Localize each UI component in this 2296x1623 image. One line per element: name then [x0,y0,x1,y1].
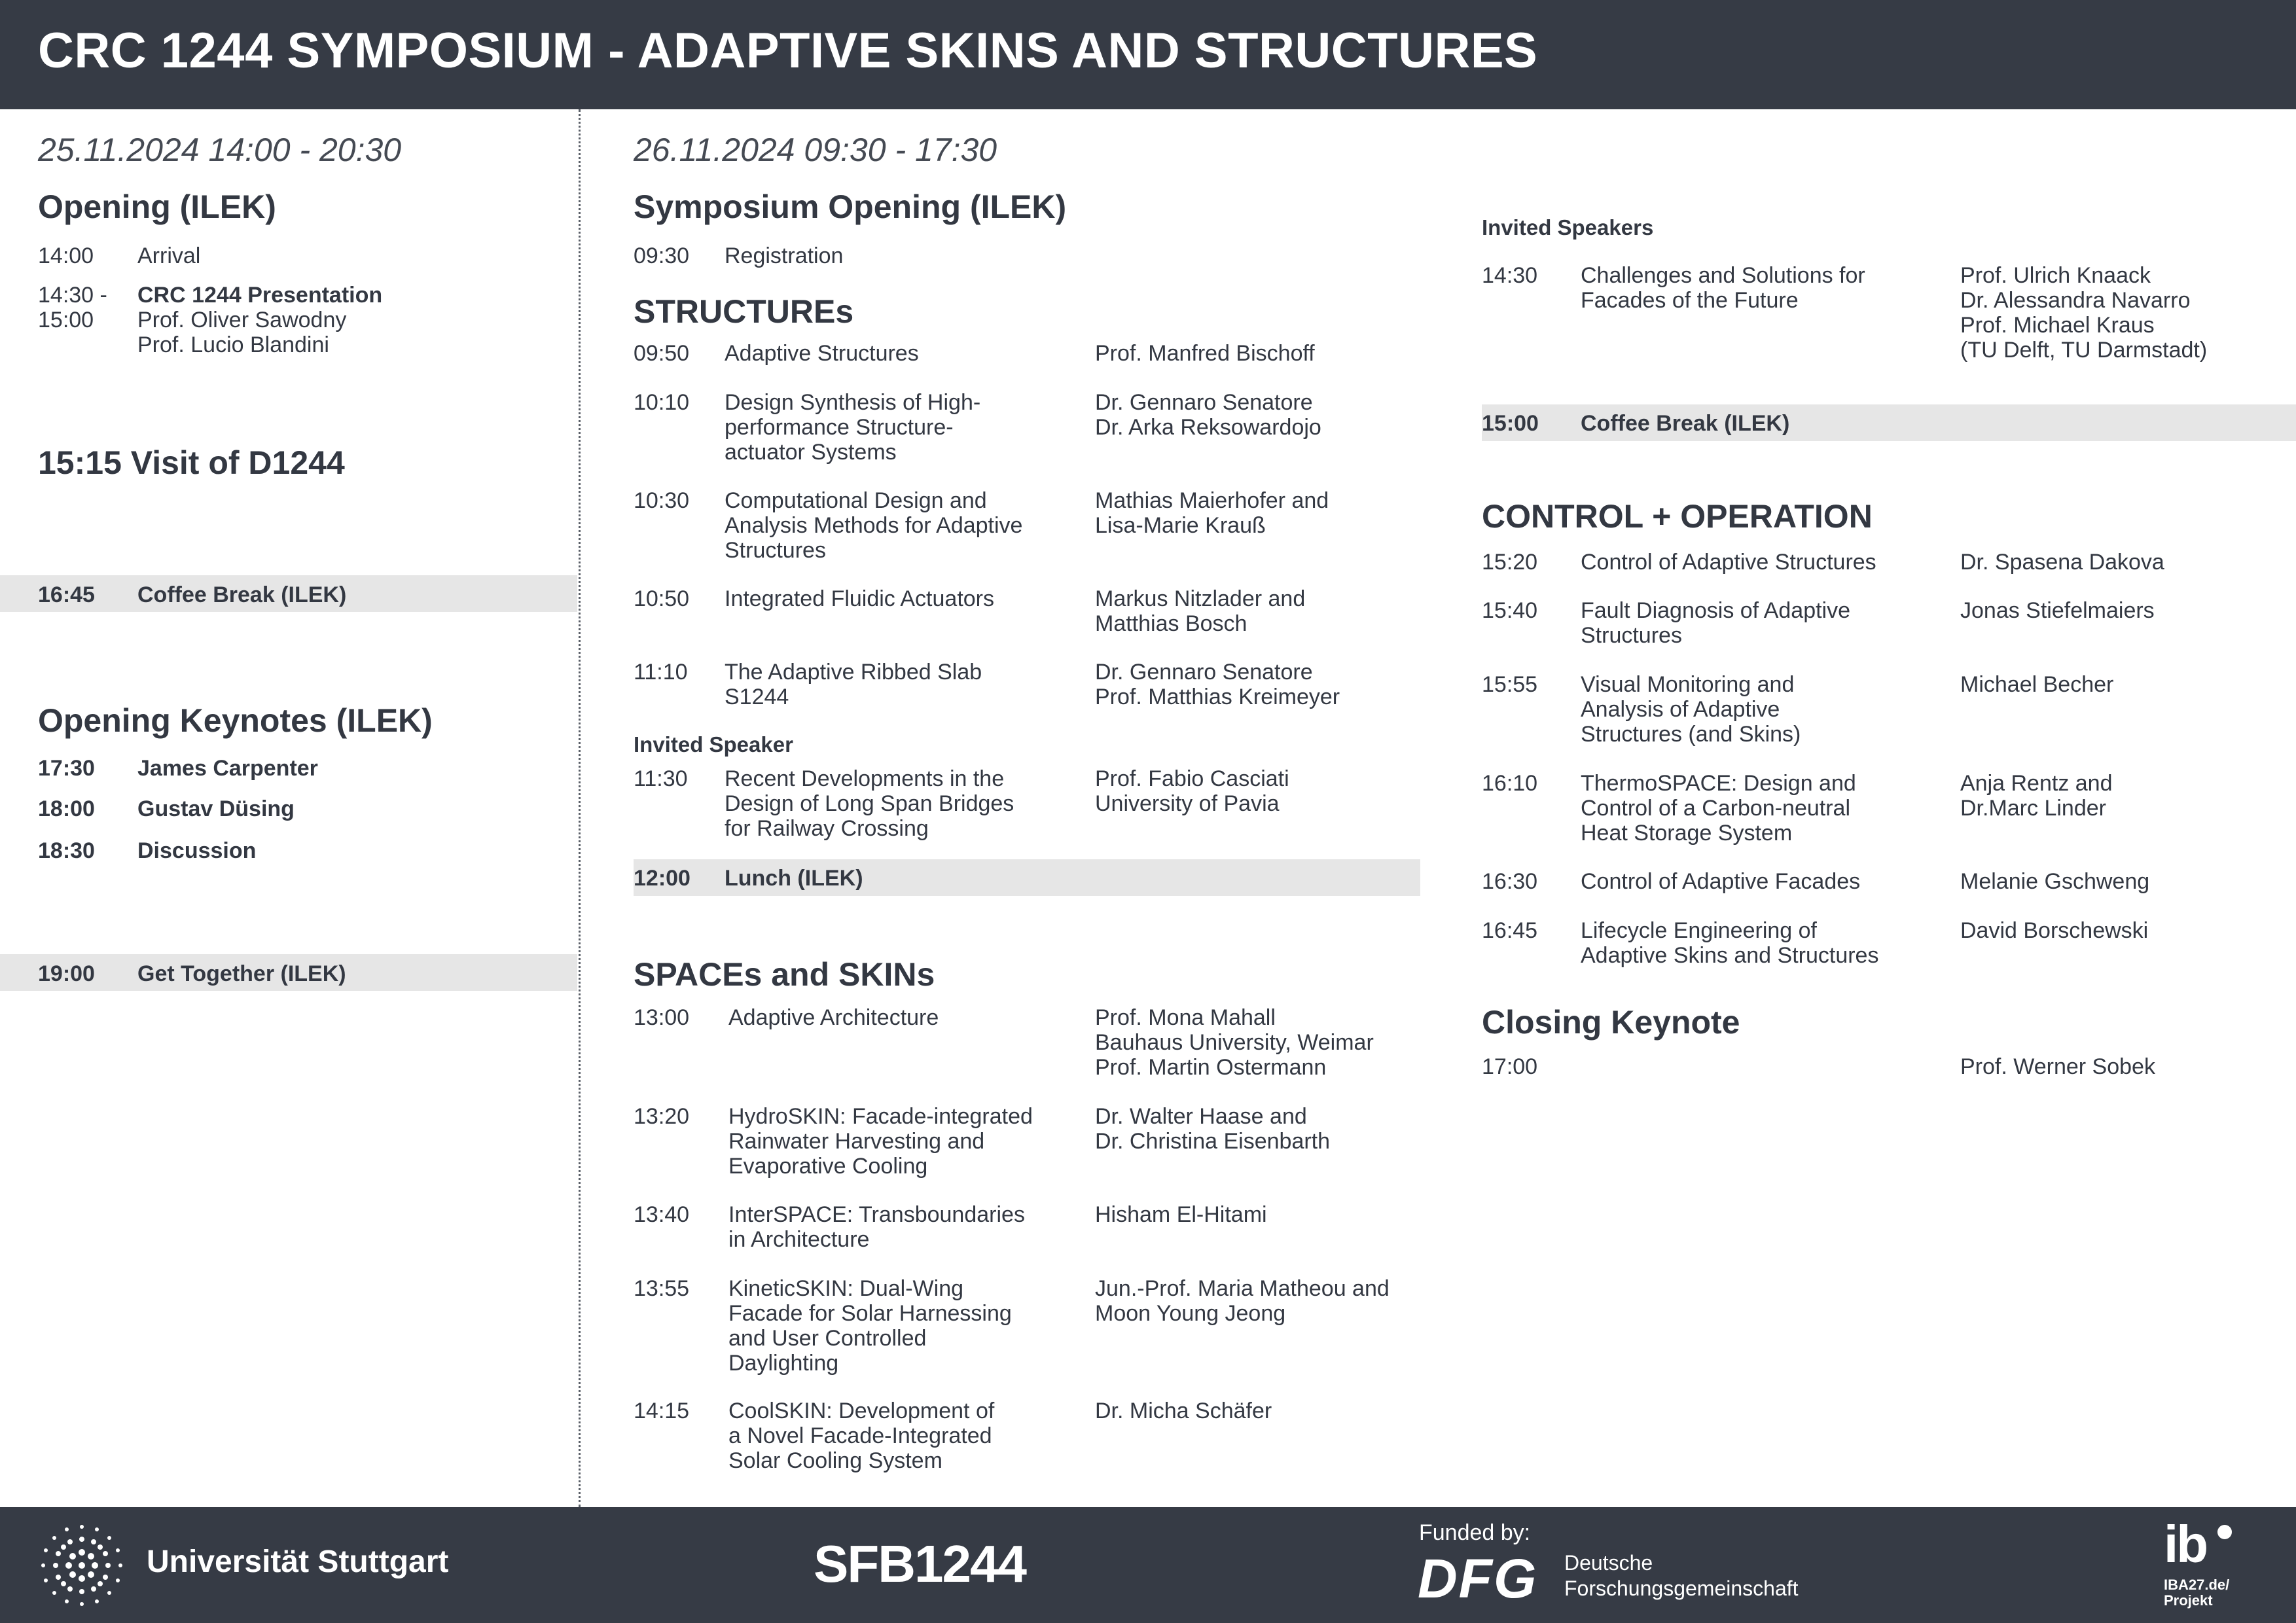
session-title: Fault Diagnosis of Adaptive Structures [1581,598,1851,648]
session-time: 15:55 [1482,672,1538,697]
session-speaker: Prof. Mona Mahall Bauhaus University, Weimar Prof. Martin Ostermann [1095,1005,1374,1080]
session-time: 16:10 [1482,771,1538,796]
spaces-title: SPACEs and SKINs [634,956,935,993]
session-title: KineticSKIN: Dual-Wing Facade for Solar Harnessing and User Controlled Daylighting [728,1276,1012,1376]
session-speaker: Jonas Stiefelmaiers [1960,598,2155,623]
session-speaker: Mathias Maierhofer and Lisa-Marie Krauß [1095,488,1329,538]
coffee-time-day1: 16:45 [38,582,95,607]
presentation-speaker: Prof. Oliver Sawodny [137,308,347,332]
session-speaker: Prof. Ulrich Knaack Dr. Alessandra Navarro Prof. Michael Kraus (TU Delft, TU Darmstadt) [1960,263,2208,363]
sfb-logo: SFB1244 [814,1535,1026,1593]
dfg-logo: DFG [1418,1548,1538,1609]
session-time: 09:50 [634,341,690,366]
coffee-time-day2: 15:00 [1482,411,1539,436]
session-title: InterSPACE: Transboundaries in Architecture [728,1202,1025,1252]
session-title: Recent Developments in the Design of Long Span Bridges for Railway Crossing [725,766,1014,841]
day2-opening-title: Symposium Opening (ILEK) [634,188,1067,225]
control-title: CONTROL + OPERATION [1482,498,1873,535]
keynote-label: Discussion [137,838,257,863]
session-speaker: Jun.-Prof. Maria Matheou and Moon Young Jeong [1095,1276,1390,1326]
session-title: Integrated Fluidic Actuators [725,586,995,611]
session-speaker: Michael Becher [1960,672,2114,697]
session-title: Challenges and Solutions for Facades of the Future [1581,263,1865,313]
column-divider [579,109,581,1507]
funded-by-label: Funded by: [1419,1520,1531,1545]
session-time: 15:40 [1482,598,1538,623]
session-time: 14:15 [634,1399,690,1423]
iba-logo-icon: ib [2164,1515,2207,1573]
session-speaker: Melanie Gschweng [1960,869,2150,894]
keynote-time: 17:30 [38,756,95,781]
session-time: 13:20 [634,1104,690,1129]
closing-time: 17:00 [1482,1054,1538,1079]
arrival-time: 14:00 [38,243,94,268]
lunch-time: 12:00 [634,866,691,891]
session-speaker: Dr. Gennaro Senatore Dr. Arka Reksowardojo [1095,390,1321,440]
session-time: 11:10 [634,660,688,685]
get-together-time: 19:00 [38,961,95,986]
session-speaker: Hisham El-Hitami [1095,1202,1267,1227]
coffee-label-day2: Coffee Break (ILEK) [1581,411,1790,436]
visit-title: 15:15 Visit of D1244 [38,444,345,481]
session-title: The Adaptive Ribbed Slab S1244 [725,660,982,709]
invited-speakers-label: Invited Speakers [1482,215,1654,240]
day1-opening-title: Opening (ILEK) [38,188,276,225]
session-title: Visual Monitoring and Analysis of Adaptive Structures (and Skins) [1581,672,1801,747]
keynotes-title: Opening Keynotes (ILEK) [38,702,433,739]
session-time: 15:20 [1482,550,1538,575]
keynote-label: Gustav Düsing [137,796,295,821]
session-title: Lifecycle Engineering of Adaptive Skins and Structures [1581,918,1879,968]
arrival-label: Arrival [137,243,201,268]
session-title: Control of Adaptive Structures [1581,550,1876,575]
session-speaker: Prof. Fabio Casciati University of Pavia [1095,766,1289,816]
university-stuttgart-logo-icon [38,1522,126,1609]
session-title: Adaptive Architecture [728,1005,939,1030]
registration-label: Registration [725,243,844,268]
keynote-time: 18:00 [38,796,95,821]
session-time: 10:50 [634,586,690,611]
iba-logo-dot [2217,1525,2232,1539]
session-speaker: Anja Rentz and Dr.Marc Linder [1960,771,2113,821]
day1-date: 25.11.2024 14:00 - 20:30 [38,132,402,168]
session-time: 13:40 [634,1202,690,1227]
session-time: 13:00 [634,1005,690,1030]
session-speaker: Prof. Manfred Bischoff [1095,341,1315,366]
keynote-time: 18:30 [38,838,95,863]
coffee-label-day1: Coffee Break (ILEK) [137,582,347,607]
session-speaker: Dr. Walter Haase and Dr. Christina Eisenbarth [1095,1104,1331,1154]
session-title: ThermoSPACE: Design and Control of a Carbon-neutral Heat Storage System [1581,771,1856,846]
presentation-time: 14:30 - 15:00 [38,283,107,332]
session-title: HydroSKIN: Facade-integrated Rainwater Harvesting and Evaporative Cooling [728,1104,1033,1179]
session-speaker: Dr. Gennaro Senatore Prof. Matthias Kreimeyer [1095,660,1340,709]
session-time: 16:45 [1482,918,1538,943]
session-speaker: Dr. Spasena Dakova [1960,550,2164,575]
session-title: Design Synthesis of High- performance Structure- actuator Systems [725,390,981,465]
presentation-entry [137,283,382,357]
university-name: Universität Stuttgart [147,1544,449,1579]
session-speaker: Dr. Micha Schäfer [1095,1399,1272,1423]
registration-time: 09:30 [634,243,690,268]
closing-title: Closing Keynote [1482,1004,1740,1041]
structures-title: STRUCTUREs [634,293,854,330]
session-time: 10:30 [634,488,690,513]
closing-speaker: Prof. Werner Sobek [1960,1054,2155,1079]
page-title: CRC 1244 SYMPOSIUM - ADAPTIVE SKINS AND STRUCTURES [38,23,1538,79]
dfg-name: Deutsche Forschungsgemeinschaft [1564,1551,1799,1600]
session-speaker: David Borschewski [1960,918,2149,943]
iba-link: IBA27.de/ Projekt [2164,1577,2230,1609]
session-title: Computational Design and Analysis Methods for Adaptive Structures [725,488,1023,563]
invited-speaker-label: Invited Speaker [634,732,793,757]
session-time: 11:30 [634,766,688,791]
session-speaker: Markus Nitzlader and Matthias Bosch [1095,586,1306,636]
session-time: 14:30 [1482,263,1538,288]
lunch-label: Lunch (ILEK) [725,866,863,891]
get-together-label: Get Together (ILEK) [137,961,346,986]
session-title: Control of Adaptive Facades [1581,869,1861,894]
day2-date: 26.11.2024 09:30 - 17:30 [634,132,997,168]
keynote-label: James Carpenter [137,756,318,781]
session-title: Adaptive Structures [725,341,919,366]
session-time: 16:30 [1482,869,1538,894]
session-time: 10:10 [634,390,690,415]
session-time: 13:55 [634,1276,690,1301]
session-title: CoolSKIN: Development of a Novel Facade-Integrated Solar Cooling System [728,1399,995,1473]
presentation-title: CRC 1244 Presentation [137,283,383,308]
presentation-speaker: Prof. Lucio Blandini [137,332,329,357]
